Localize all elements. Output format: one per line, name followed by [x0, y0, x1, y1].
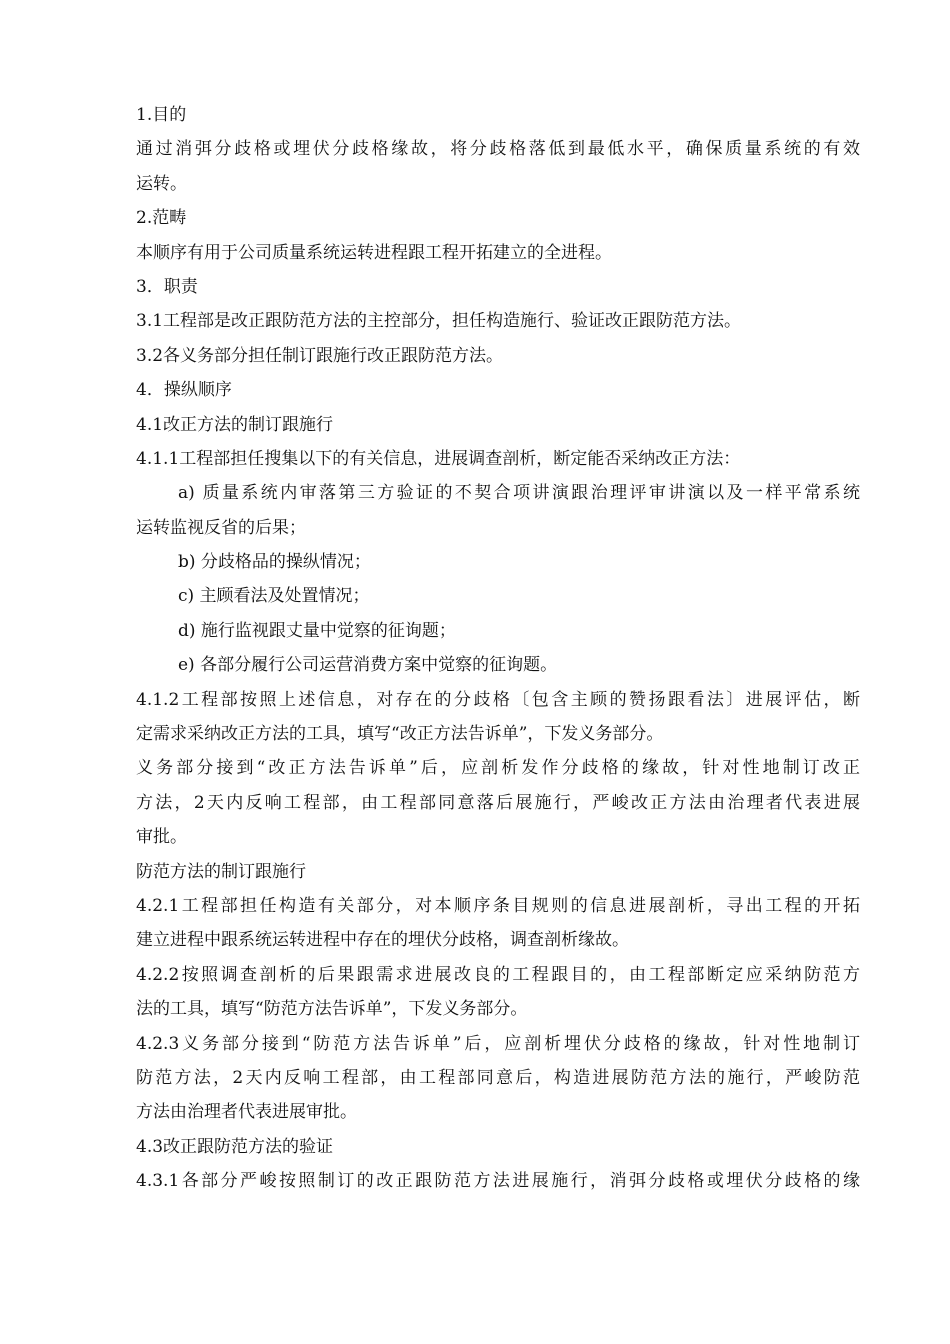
text-line: d) 施行监视跟丈量中觉察的征询题； [178, 620, 456, 641]
text-line: 4．操纵顺序 [136, 380, 232, 401]
text-line: 运转。 [136, 173, 187, 194]
text-line: 4.3.1各部分严峻按照制订的改正跟防范方法进展施行，消弭分歧格或埋伏分歧格的缘 [136, 1171, 860, 1192]
text-line: 本顺序有用于公司质量系统运转进程跟工程开拓建立的全进程。 [136, 242, 612, 263]
text-line: 通过消弭分歧格或埋伏分歧格缘故，将分歧格落低到最低水平，确保质量系统的有效 [136, 139, 860, 160]
text-line: 3．职责 [136, 276, 198, 297]
text-line: c) 主顾看法及处置情况； [178, 586, 370, 607]
text-line: 4.2.1工程部担任构造有关部分，对本顺序条目规则的信息进展剖析，寻出工程的开拓 [136, 895, 860, 916]
text-line: 防范方法，2天内反响工程部，由工程部同意后，构造进展防范方法的施行，严峻防范 [136, 1067, 860, 1088]
text-line: 审批。 [136, 827, 187, 848]
text-line: 3.1工程部是改正跟防范方法的主控部分，担任构造施行、验证改正跟防范方法。 [136, 311, 742, 332]
text-line: 建立进程中跟系统运转进程中存在的埋伏分歧格，调查剖析缘故。 [136, 930, 629, 951]
text-line: 方法由治理者代表进展审批。 [136, 1102, 357, 1123]
text-line: 方法，2天内反响工程部，由工程部同意落后展施行，严峻改正方法由治理者代表进展 [136, 792, 860, 813]
text-line: 4.2.3义务部分接到“防范方法告诉单”后，应剖析埋伏分歧格的缘故，针对性地制订 [136, 1033, 860, 1054]
text-line: 定需求采纳改正方法的工具，填写“改正方法告诉单”，下发义务部分。 [136, 724, 664, 745]
text-line: 义务部分接到“改正方法告诉单”后，应剖析发作分歧格的缘故，针对性地制订改正 [136, 758, 860, 779]
text-line: 1.目的 [136, 105, 187, 125]
text-line: 4.1.1工程部担任搜集以下的有关信息，进展调查剖析，断定能否采纳改正方法： [136, 448, 741, 469]
text-line: 4.3改正跟防范方法的验证 [136, 1136, 334, 1157]
text-line: e) 各部分履行公司运营消费方案中觉察的征询题。 [178, 655, 558, 676]
text-line: 运转监视反省的后果； [136, 517, 306, 538]
text-line: 2.范畴 [136, 208, 187, 229]
text-line: 法的工具，填写“防范方法告诉单”，下发义务部分。 [136, 999, 528, 1020]
text-line: b) 分歧格品的操纵情况； [178, 552, 371, 573]
text-line: 4.1改正方法的制订跟施行 [136, 414, 334, 435]
text-line: 4.1.2工程部按照上述信息，对存在的分歧格〔包含主顾的赞扬跟看法〕进展评估，断 [136, 689, 860, 710]
text-line: 4.2.2按照调查剖析的后果跟需求进展改良的工程跟目的，由工程部断定应采纳防范方 [136, 964, 860, 985]
text-line: a) 质量系统内审落第三方验证的不契合项讲演跟治理评审讲演以及一样平常系统 [178, 483, 860, 504]
document-body [136, 98, 860, 1199]
text-line: 3.2各义务部分担任制订跟施行改正跟防范方法。 [136, 345, 504, 366]
text-line: 防范方法的制订跟施行 [136, 861, 306, 882]
